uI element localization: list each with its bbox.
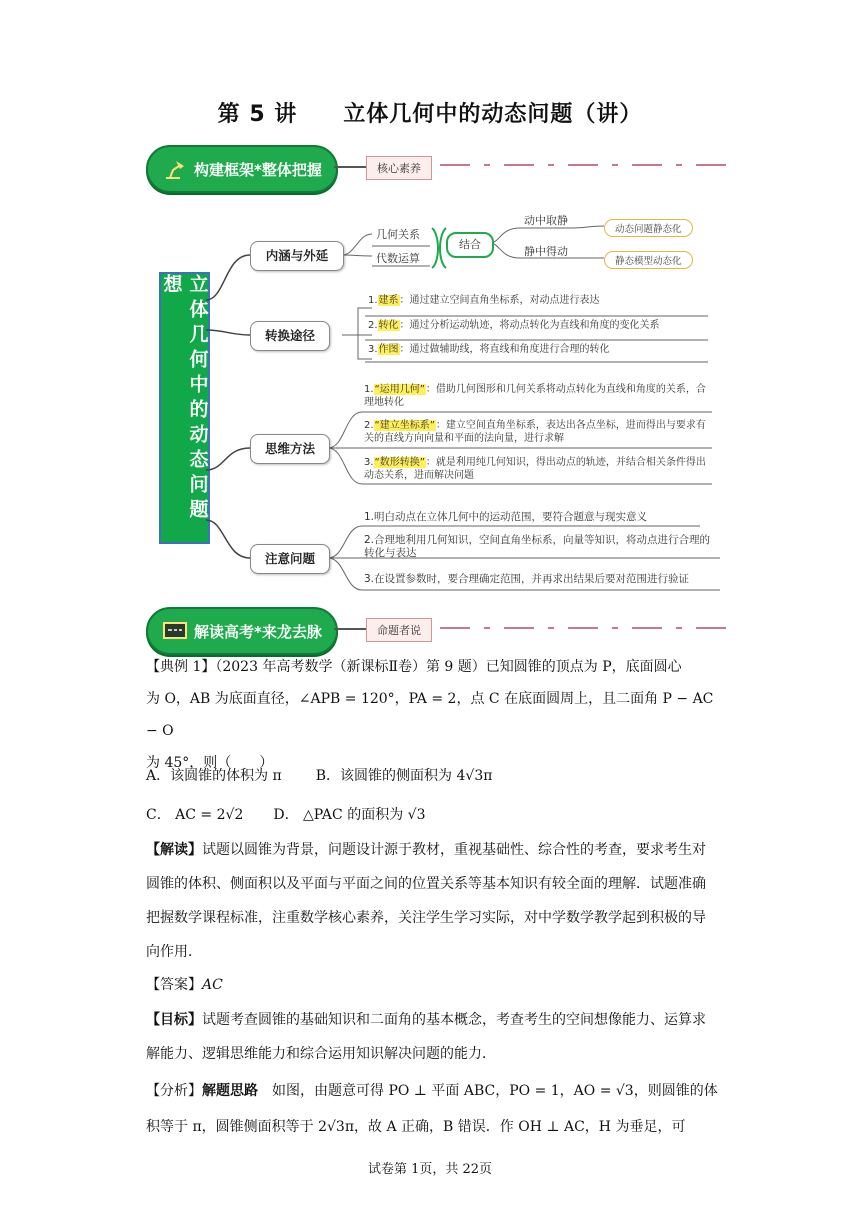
convert-item: 2.转化：通过分析运动轨迹，将动点转化为直线和角度的变化关系 bbox=[368, 320, 660, 331]
interpretation: 【解读】试题以圆锥为背景，问题设计源于教材，重视基础性、综合性的考查，要求考生对圆锥的体积、侧面积以及平面与平面之间的位置关系等基本知识有较全面的理解．试题准确把握数学课程标准，注重数学核心素养，关注学生学习实际，对中学数学教学起到积极的导向作用． bbox=[146, 842, 706, 960]
option-d: D． △PAC 的面积为 √3 bbox=[273, 807, 426, 823]
page-footer: 试卷第 1页，共 22页 bbox=[367, 1162, 493, 1177]
thinking-item: 1.“运用几何”：借助几何图形和几何关系将动点转化为直线和角度的关系，合理地转化 bbox=[364, 384, 706, 408]
convert-item: 1.建系：通过建立空间直角坐标系，对动点进行表达 bbox=[368, 295, 600, 306]
banner-connector bbox=[334, 628, 366, 630]
option-b: B．该圆锥的侧面积为 4√3π bbox=[315, 768, 493, 784]
example-question: 【典例 1】（2023 年高考数学（新课标Ⅱ卷）第 9 题）已知圆锥的顶点为 P，底面圆心 为 O，AB 为底面直径，∠APB = 120°，PA = 2，点 C 在底面圆周上，且二面角 P − AC − O 为 45°，则（ ） bbox=[146, 659, 714, 771]
label-static-in-dynamic: 动中取静 bbox=[524, 214, 568, 227]
answer: 【答案】AC bbox=[146, 977, 223, 993]
goal: 【目标】试题考查圆锥的基础知识和二面角的基本概念，考查考生的空间想像能力、运算求解能力、逻辑思维能力和综合运用知识解决问题的能力． bbox=[146, 1012, 706, 1062]
options-row-2 bbox=[146, 799, 718, 831]
note-item: 2.合理地利用几何知识，空间直角坐标系，向量等知识，将动点进行合理的转化与表达 bbox=[364, 534, 711, 559]
convert-item: 3.作图：通过做辅助线，将直线和角度进行合理的转化 bbox=[368, 344, 610, 355]
note-item: 1.明白动点在立体几何中的运动范围，要符合题意与现实意义 bbox=[364, 511, 648, 523]
thinking-item: 3.“数形转换”：就是利用纯几何知识，得出动点的轨迹，并结合相关条件得出动态关系，进而解决问题 bbox=[364, 457, 706, 481]
options-row-1 bbox=[146, 760, 718, 792]
label-algebra: 代数运算 bbox=[376, 252, 420, 265]
section-banner-exam: 解读高考*来龙去脉 bbox=[146, 607, 338, 655]
mindmap-node-thinking: 思维方法 bbox=[250, 434, 330, 464]
badge-static-to-dynamic: 静态模型动态化 bbox=[604, 251, 693, 269]
combine-badge: 结合 bbox=[446, 232, 494, 258]
badge-dynamic-to-static: 动态问题静态化 bbox=[604, 219, 693, 237]
section-banner-framework: 构建框架*整体把握 bbox=[146, 145, 338, 193]
page-title: 第 5 讲 立体几何中的动态问题（讲） bbox=[217, 102, 643, 127]
dash-decoration bbox=[440, 623, 740, 633]
section-tag-core: 核心素养 bbox=[366, 156, 432, 180]
mindmap-node-conversion: 转换途径 bbox=[250, 321, 330, 351]
option-c: C． AC = 2√2 bbox=[146, 807, 244, 823]
section-tag-proposer: 命题者说 bbox=[366, 618, 432, 642]
mindmap-root: 立体几何中的动态问题想 bbox=[159, 272, 210, 544]
mindmap-node-connotation: 内涵与外延 bbox=[250, 241, 344, 271]
blackboard-icon bbox=[162, 620, 188, 642]
label-geometry: 几何关系 bbox=[376, 228, 420, 241]
analysis: 【分析】解题思路 如图，由题意可得 PO ⊥ 平面 ABC，PO = 1，AO = √3，则圆锥的体积等于 π，圆锥侧面积等于 2√3π，故 A 正确，B 错误．作 OH ⊥ AC，H 为垂足，可 bbox=[146, 1083, 718, 1135]
option-a: A．该圆锥的体积为 π bbox=[146, 768, 282, 784]
note-item: 3.在设置参数时，要合理确定范围，并再求出结果后要对范围进行验证 bbox=[364, 573, 690, 585]
label-dynamic-in-static: 静中得动 bbox=[524, 245, 568, 258]
thinking-item: 2.“建立坐标系”：建立空间直角坐标系，表达出各点坐标，进而得出与要求有关的直线方向向量和平面的法向量，进行求解 bbox=[364, 420, 706, 444]
mindmap-node-notes: 注意问题 bbox=[250, 544, 330, 574]
